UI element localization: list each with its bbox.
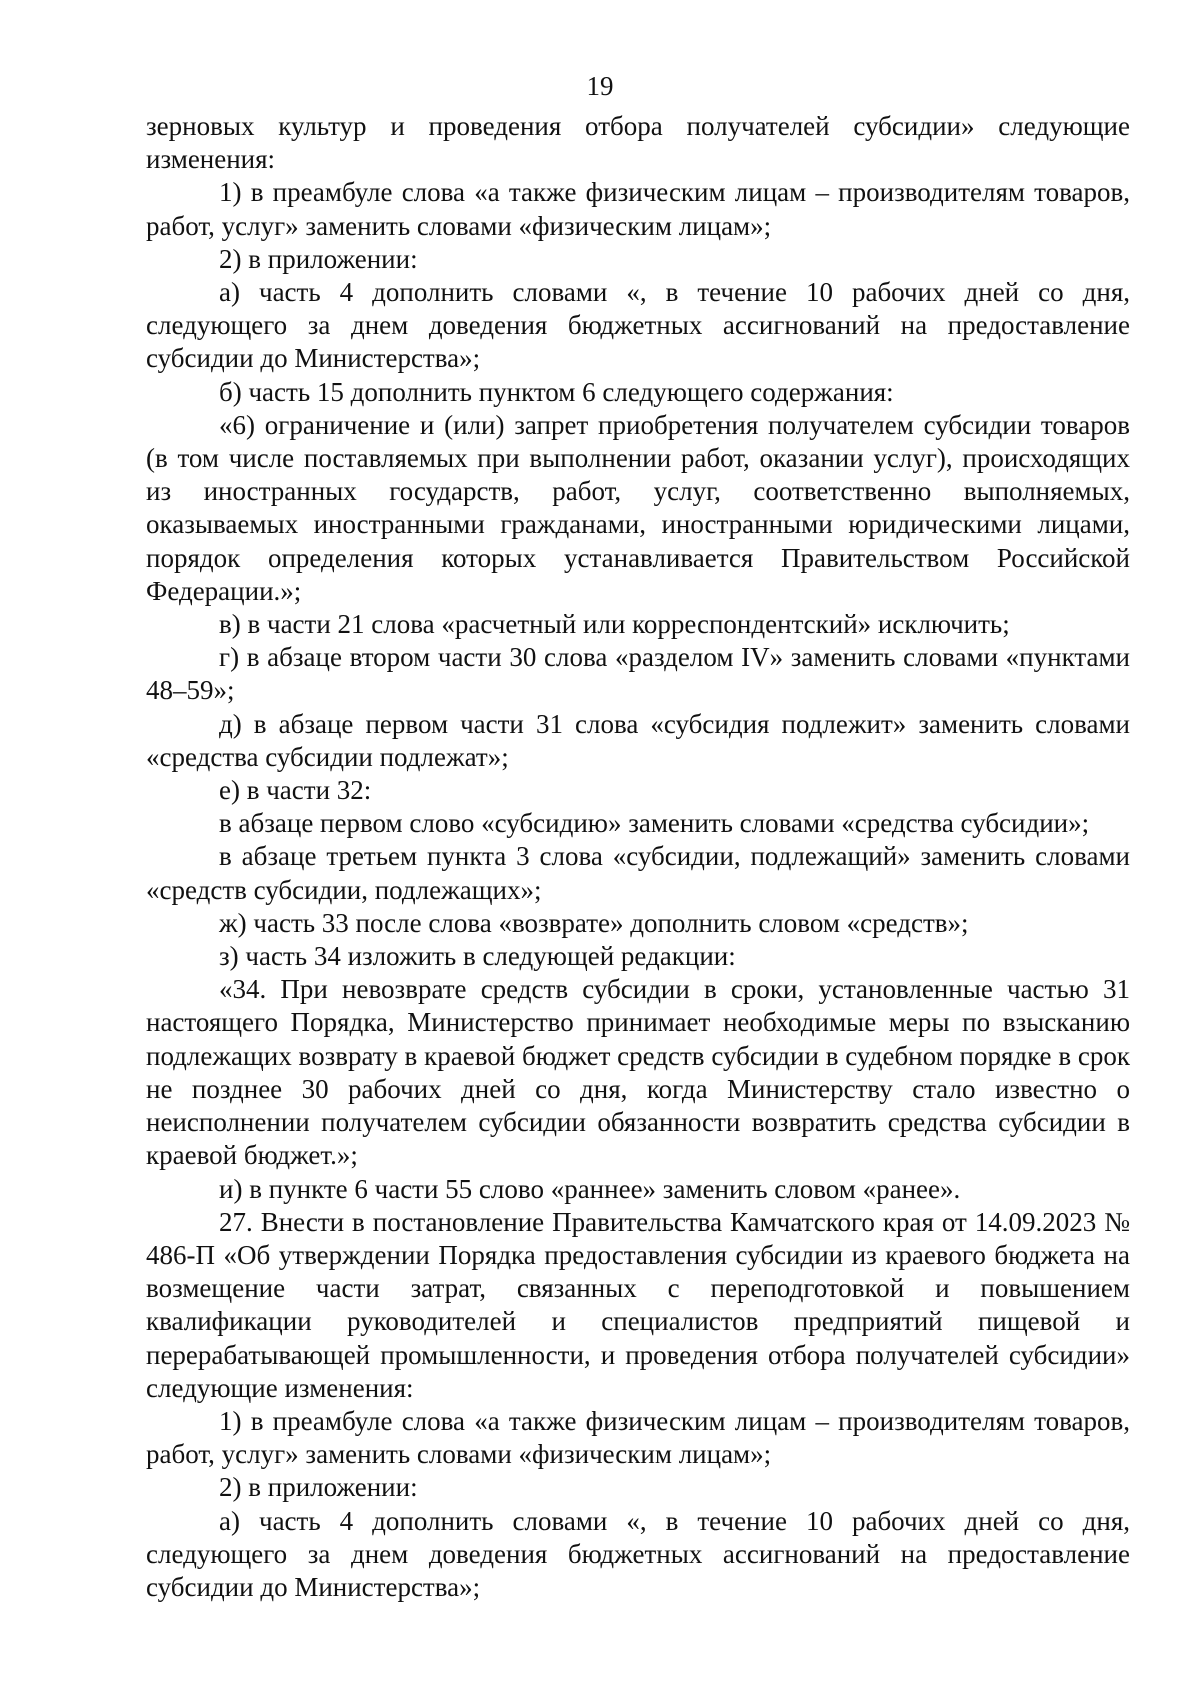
paragraph: г) в абзаце втором части 30 слова «разделом IV» заменить словами «пунктами 48–59»; [146,642,1130,706]
paragraph: в) в части 21 слова «расчетный или корреспондентский» исключить; [219,609,1010,640]
page-number: 19 [586,71,614,101]
paragraph: а) часть 4 дополнить словами «, в течение 10 рабочих дней со дня, следующего за днем доведения бюджетных ассигнований на предоставление субсидии до Министерства»; [146,1505,1130,1602]
paragraph: 1) в преамбуле слова «а также физическим лицам – производителям товаров, работ, услуг» заменить словами «физическим лицам»; [146,1405,1130,1470]
paragraph: 2) в приложении: [219,1472,418,1503]
paragraph: в абзаце первом слово «субсидию» заменить словами «средства субсидии»; [219,808,1090,839]
paragraph: 2) в приложении: [219,243,418,274]
paragraph: ж) часть 33 после слова «возврате» дополнить словом «средств»; [219,907,969,938]
paragraph: з) часть 34 изложить в следующей редакции: [219,941,736,972]
paragraph-continuation: зерновых культур и проведения отбора получателей субсидии» следующие изменения: [146,111,1130,175]
paragraph: а) часть 4 дополнить словами «, в течение 10 рабочих дней со дня, следующего за днем доведения бюджетных ассигнований на предоставление субсидии до Министерства»; [146,277,1130,374]
document-body [146,110,1130,1604]
paragraph: д) в абзаце первом части 31 слова «субсидия подлежит» заменить словами «средства субсидии подлежат»; [146,708,1130,772]
paragraph: б) часть 15 дополнить пунктом 6 следующего содержания: [219,376,894,407]
paragraph: е) в части 32: [219,775,372,806]
paragraph: и) в пункте 6 части 55 слово «раннее» заменить словом «ранее». [219,1173,961,1204]
paragraph: в абзаце третьем пункта 3 слова «субсидии, подлежащий» заменить словами «средств субсидии, подлежащих»; [146,841,1130,905]
paragraph: «34. При невозврате средств субсидии в сроки, установленные частью 31 настоящего Порядка, Министерство принимает необходимые меры по взысканию подлежащих возврату в краевой бюджет средств субсидии в судебном порядке в срок не позднее 30 рабочих дней со дня, когда Министерству стало известно о неисполнении получателем субсидии обязанности возвратить средства субсидии в краевой бюджет.»; [146,974,1130,1171]
paragraph: 1) в преамбуле слова «а также физическим лицам – производителям товаров, работ, услуг» заменить словами «физическим лицам»; [146,177,1130,241]
paragraph: «6) ограничение и (или) запрет приобретения получателем субсидии товаров (в том числе поставляемых при выполнении работ, оказании услуг), происходящих из иностранных государств, работ, услуг, соответственно выполняемых, оказываемых иностранными гражданами, иностранными юридическими лицами, порядок определения которых устанавливается Правительством Российской Федерации.»; [146,409,1130,606]
paragraph-item-27: 27. Внести в постановление Правительства Камчатского края от 14.09.2023 № 486-П «Об утверждении Порядка предоставления субсидии из краевого бюджета на возмещение части затрат, связанных с переподготовкой и повышением квалификации руководителей и специалистов предприятий пищевой и перерабатывающей промышленности, и проведения отбора получателей субсидии» следующие изменения: [146,1206,1130,1403]
